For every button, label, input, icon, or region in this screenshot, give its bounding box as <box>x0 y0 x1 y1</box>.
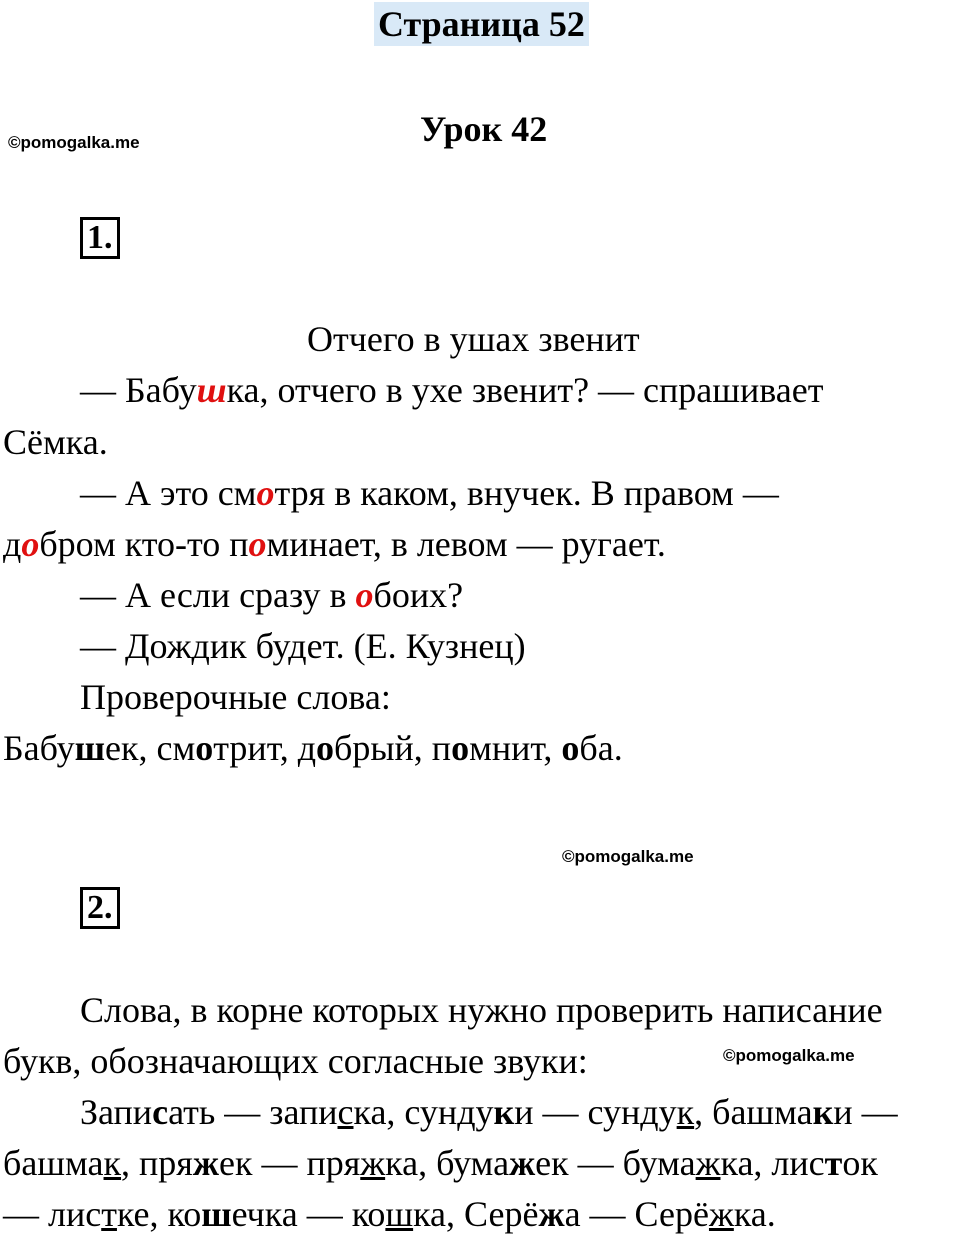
watermark: ©pomogalka.me <box>723 1046 855 1065</box>
text-line: — Бабушка, отчего в ухе звенит? — спрашивает <box>80 370 824 410</box>
text-line: Проверочные слова: <box>80 677 391 717</box>
text-line: Записать — записка, сундуки — сундук, башмаки — <box>80 1092 898 1132</box>
lesson-title: Урок 42 <box>420 109 548 149</box>
text-line: Бабушек, смотрит, добрый, помнит, оба. <box>3 728 623 768</box>
exercise-1-title: Отчего в ушах звенит <box>307 319 640 359</box>
watermark: ©pomogalka.me <box>8 133 140 152</box>
text-line: Сёмка. <box>3 422 108 462</box>
watermark: ©pomogalka.me <box>562 847 694 866</box>
text-line: — А если сразу в обоих? <box>80 575 464 615</box>
text-line: добром кто-то поминает, в левом — ругает. <box>3 524 666 564</box>
text-line: Слова, в корне которых нужно проверить написание <box>80 990 883 1030</box>
text-line: — А это смотря в каком, внучек. В правом — <box>80 473 779 513</box>
page-title: Страница 52 <box>374 2 589 46</box>
text-line: башмак, пряжек — пряжка, бумажек — бумажка, листок <box>3 1143 878 1183</box>
text-line: букв, обозначающих согласные звуки: <box>3 1041 588 1081</box>
exercise-2-number: 2. <box>80 887 120 929</box>
text-line: — листке, кошечка — кошка, Серёжа — Серёжка. <box>3 1194 776 1234</box>
exercise-1-number: 1. <box>80 217 120 259</box>
text-line: — Дождик будет. (Е. Кузнец) <box>80 626 526 666</box>
